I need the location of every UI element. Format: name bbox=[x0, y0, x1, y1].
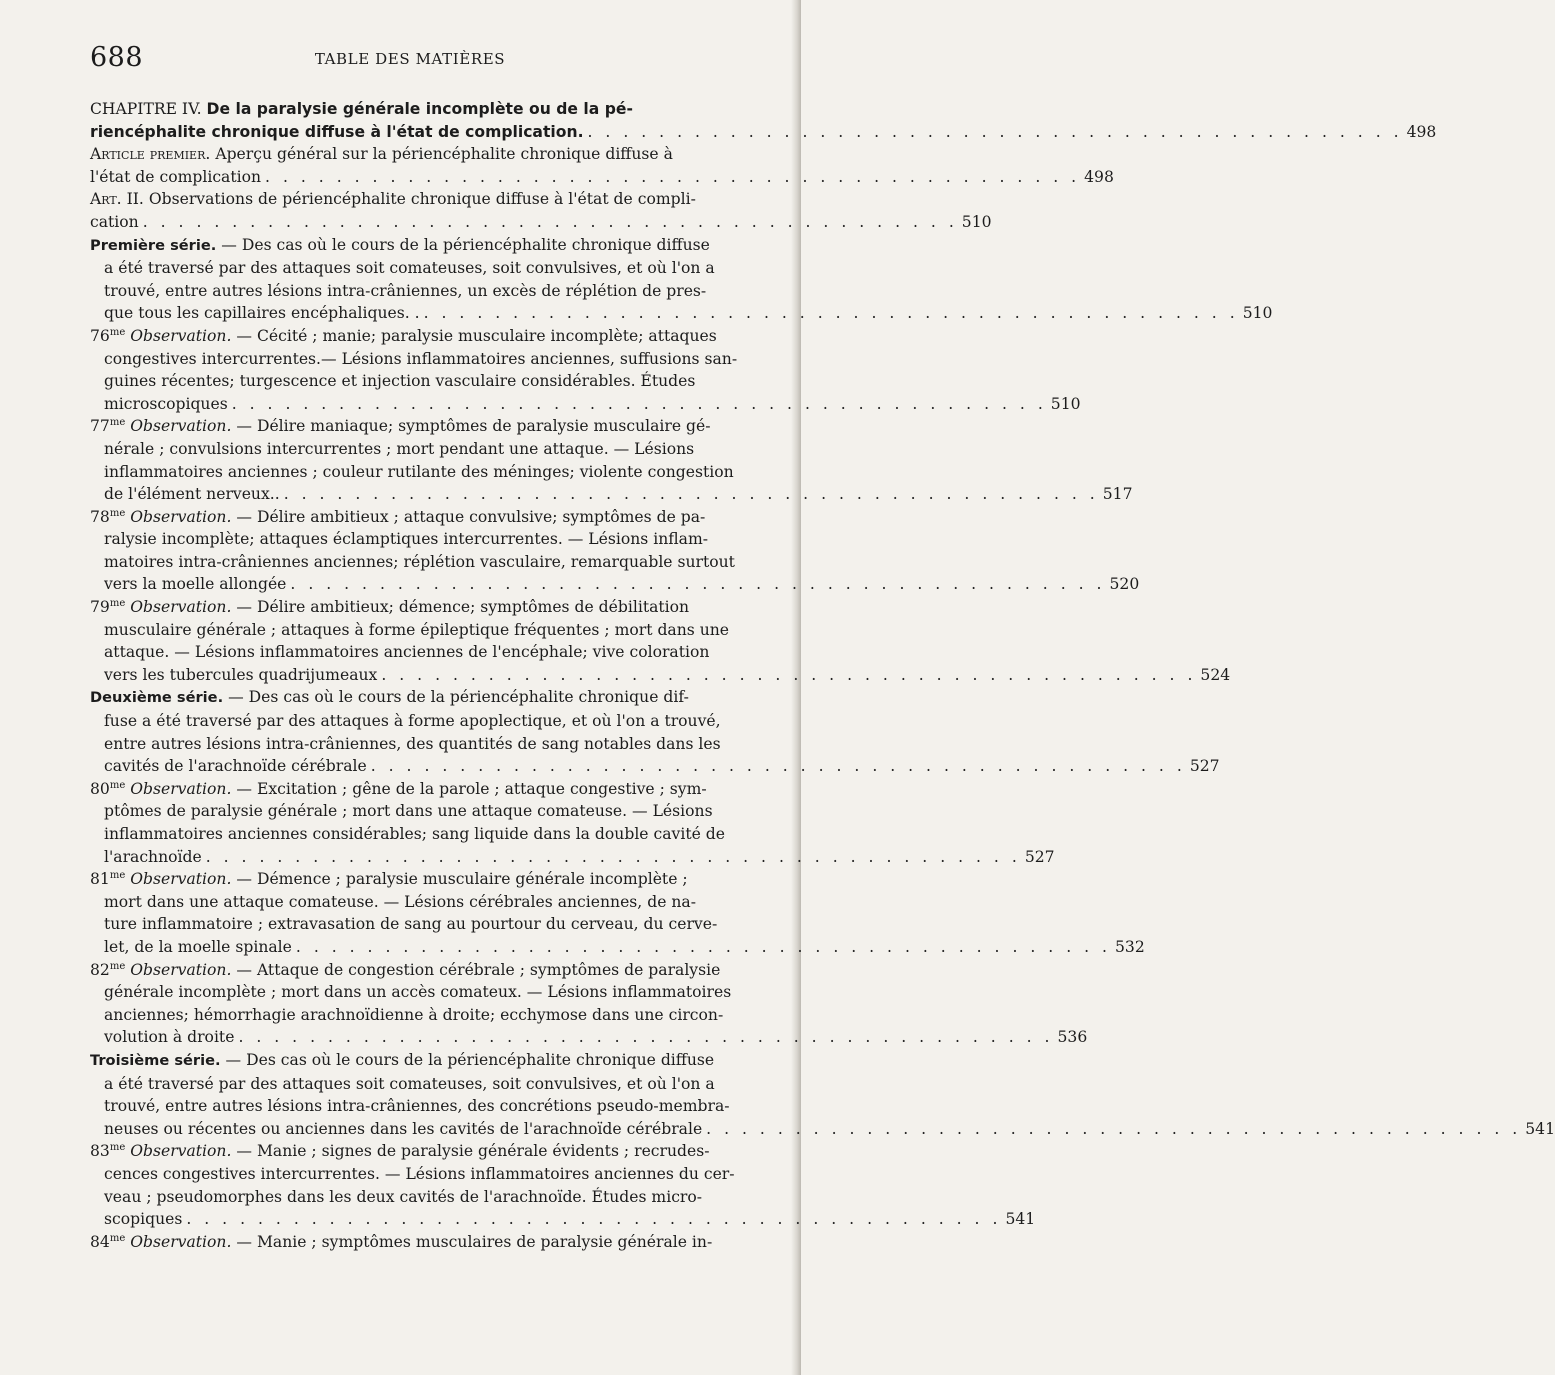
toc-observation-79 bbox=[90, 596, 1231, 686]
toc-article-2 bbox=[90, 188, 992, 233]
article-label: Article premier. bbox=[90, 145, 211, 164]
page-ref: 527 bbox=[1024, 847, 1055, 866]
entry-line: — Des cas où le cours de la périencéphalite chronique diffuse bbox=[221, 235, 710, 254]
obs-title: Observation. bbox=[130, 598, 232, 617]
obs-title: Observation. bbox=[130, 507, 232, 526]
serie-label: Première série. bbox=[90, 236, 217, 254]
entry-line: Aperçu général sur la périencéphalite chronique diffuse à bbox=[215, 145, 673, 164]
chapter-label: CHAPITRE IV. bbox=[90, 100, 202, 118]
obs-title: Observation. bbox=[130, 960, 232, 979]
entry-line: trouvé, entre autres lésions intra-crâniennes, un excès de réplétion de pres- bbox=[104, 281, 707, 300]
dot-leader: . . . . . . . . . . . . . . . . . . . . . . . . . . . . . . . . . . . . . . . . . . . . . . bbox=[290, 575, 1106, 594]
entry-line: générale incomplète ; mort dans un accès comateux. — Lésions inflammatoires bbox=[104, 983, 732, 1002]
toc-serie-3 bbox=[90, 1049, 1555, 1140]
obs-number: 78 bbox=[90, 507, 110, 526]
dot-leader: . . . . . . . . . . . . . . . . . . . . . . . . . . . . . . . . . . . . . . . . . . . . . . bbox=[423, 304, 1239, 323]
obs-number-suffix: me bbox=[109, 960, 126, 972]
entry-line: anciennes; hémorrhagie arachnoïdienne à droite; ecchymose dans une circon- bbox=[104, 1005, 724, 1024]
obs-number-suffix: me bbox=[109, 870, 126, 881]
toc-observation-80 bbox=[90, 778, 1055, 868]
serie-label: Deuxième série. bbox=[90, 689, 224, 707]
obs-number: 80 bbox=[90, 779, 110, 798]
entry-line: vers la moelle allongée bbox=[104, 575, 287, 594]
entry-line: volution à droite bbox=[104, 1028, 235, 1047]
obs-number-suffix: me bbox=[109, 1232, 126, 1244]
page-ref: 532 bbox=[1114, 937, 1145, 956]
entry-line: fuse a été traversé par des attaques à forme apoplectique, et où l'on a trouvé, bbox=[104, 712, 721, 731]
toc-observation-83 bbox=[90, 1140, 1036, 1230]
entry-line: — Démence ; paralysie musculaire générale incomplète ; bbox=[236, 870, 688, 889]
dot-leader: . . . . . . . . . . . . . . . . . . . . . . . . . . . . . . . . . . . . . . . . . . . . . . bbox=[186, 1210, 1002, 1229]
page-ref: 541 bbox=[1005, 1210, 1036, 1229]
dot-leader: . . . . . . . . . . . . . . . . . . . . . . . . . . . . . . . . . . . . . . . . . . . . . . bbox=[142, 212, 958, 231]
entry-line: a été traversé par des attaques soit comateuses, soit convulsives, et où l'on a bbox=[104, 1074, 715, 1093]
article-label: Art. II. bbox=[90, 190, 144, 209]
page-ref: 536 bbox=[1057, 1028, 1088, 1047]
entry-line: scopiques bbox=[104, 1210, 183, 1229]
entry-line: a été traversé par des attaques soit comateuses, soit convulsives, et où l'on a bbox=[104, 259, 715, 278]
page-ref: 517 bbox=[1102, 485, 1133, 504]
entry-line: — Manie ; signes de paralysie générale évidents ; recrudes- bbox=[236, 1142, 710, 1161]
obs-title: Observation. bbox=[130, 1142, 232, 1161]
toc-observation-82 bbox=[90, 959, 1088, 1049]
entry-line: ture inflammatoire ; extravasation de sang au pourtour du cerveau, du cerve- bbox=[104, 915, 718, 934]
dot-leader: . . . . . . . . . . . . . . . . . . . . . . . . . . . . . . . . . . . . . . . . . . . . . . bbox=[231, 394, 1047, 413]
serie-label: Troisième série. bbox=[90, 1051, 221, 1069]
page-edge bbox=[791, 0, 801, 1375]
entry-line: ralysie incomplète; attaques éclamptiques intercurrentes. — Lésions inflam- bbox=[104, 530, 709, 549]
entry-line: — Des cas où le cours de la périencéphalite chronique diffuse bbox=[225, 1050, 715, 1069]
obs-number: 76 bbox=[90, 326, 110, 345]
entry-line: cation bbox=[90, 212, 139, 231]
obs-number: 84 bbox=[90, 1232, 110, 1251]
entry-line: — Cécité ; manie; paralysie musculaire incomplète; attaques bbox=[236, 326, 717, 345]
page-number: 688 bbox=[90, 42, 144, 73]
obs-title: Observation. bbox=[130, 326, 232, 345]
entry-line: guines récentes; turgescence et injection vasculaire considérables. Études bbox=[104, 372, 696, 391]
entry-line: matoires intra-crâniennes anciennes; réplétion vasculaire, remarquable surtout bbox=[104, 552, 735, 571]
toc-observation-78 bbox=[90, 506, 1140, 596]
page-ref: 541 bbox=[1525, 1119, 1555, 1138]
entry-line: inflammatoires anciennes considérables; sang liquide dans la double cavité de bbox=[104, 825, 725, 843]
entry-line: nérale ; convulsions intercurrentes ; mort pendant une attaque. — Lésions bbox=[104, 439, 695, 458]
obs-number-suffix: me bbox=[109, 597, 126, 609]
entry-line: attaque. — Lésions inflammatoires anciennes de l'encéphale; vive coloration bbox=[104, 643, 710, 662]
page-ref: 510 bbox=[1242, 304, 1273, 323]
entry-line: entre autres lésions intra-crâniennes, des quantités de sang notables dans les bbox=[104, 734, 721, 753]
obs-number-suffix: me bbox=[109, 507, 126, 519]
obs-title: Observation. bbox=[130, 779, 232, 798]
page-header bbox=[90, 40, 730, 80]
page-ref: 527 bbox=[1189, 757, 1220, 776]
page-ref: 510 bbox=[961, 212, 992, 231]
entry-line: ptômes de paralysie générale ; mort dans une attaque comateuse. — Lésions bbox=[104, 802, 713, 821]
entry-line: congestives intercurrentes.— Lésions inflammatoires anciennes, suffusions san- bbox=[104, 349, 738, 368]
running-title: TABLE DES MATIÈRES bbox=[314, 50, 506, 68]
entry-line: inflammatoires anciennes ; couleur rutilante des méninges; violente congestion bbox=[104, 462, 734, 481]
dot-leader: . . . . . . . . . . . . . . . . . . . . . . . . . . . . . . . . . . . . . . . . . . . . . . bbox=[283, 485, 1099, 504]
entry-line: Observations de périencéphalite chronique diffuse à l'état de compli- bbox=[148, 190, 696, 209]
dot-leader: . . . . . . . . . . . . . . . . . . . . . . . . . . . . . . . . . . . . . . . . . . . . . . bbox=[205, 847, 1021, 866]
entry-line: veau ; pseudomorphes dans les deux cavités de l'arachnoïde. Études micro- bbox=[104, 1187, 703, 1206]
entry-line: neuses ou récentes ou anciennes dans les cavités de l'arachnoïde cérébrale bbox=[104, 1119, 703, 1138]
dot-leader: . . . . . . . . . . . . . . . . . . . . . . . . . . . . . . . . . . . . . . . . . . . . . . bbox=[238, 1028, 1054, 1047]
obs-number-suffix: me bbox=[109, 1142, 126, 1154]
page-ref: 498 bbox=[1406, 122, 1437, 141]
entry-line: — Des cas où le cours de la périencéphalite chronique dif- bbox=[228, 688, 689, 707]
dot-leader: . . . . . . . . . . . . . . . . . . . . . . . . . . . . . . . . . . . . . . . . . . . . . . bbox=[265, 167, 1081, 186]
dot-leader: . . . . . . . . . . . . . . . . . . . . . . . . . . . . . . . . . . . . . . . . . . . . . . bbox=[295, 937, 1111, 956]
entry-line: let, de la moelle spinale bbox=[104, 937, 292, 956]
entry-line: — Délire maniaque; symptômes de paralysie musculaire gé- bbox=[236, 417, 711, 436]
entry-line: vers les tubercules quadrijumeaux bbox=[104, 665, 378, 684]
entry-line: — Délire ambitieux; démence; symptômes de débilitation bbox=[236, 598, 690, 617]
chapter-title-line2: riencéphalite chronique diffuse à l'état de complication. bbox=[90, 122, 584, 141]
entry-line: mort dans une attaque comateuse. — Lésions cérébrales anciennes, de na- bbox=[104, 892, 696, 911]
page-ref: 498 bbox=[1084, 167, 1114, 186]
table-of-contents bbox=[90, 98, 1555, 1253]
obs-title: Observation. bbox=[130, 417, 232, 436]
entry-line: trouvé, entre autres lésions intra-crâniennes, des concrétions pseudo-membra- bbox=[104, 1097, 730, 1116]
toc-chapter-4 bbox=[90, 98, 1437, 143]
obs-number: 82 bbox=[90, 960, 110, 979]
obs-title: Observation. bbox=[130, 870, 232, 889]
page-ref: 520 bbox=[1109, 575, 1140, 594]
entry-line: — Attaque de congestion cérébrale ; symptômes de paralysie bbox=[236, 960, 721, 979]
entry-line: cences congestives intercurrentes. — Lésions inflammatoires anciennes du cer- bbox=[104, 1164, 735, 1183]
entry-line: que tous les capillaires encéphaliques. . bbox=[104, 304, 420, 323]
entry-line: l'arachnoïde bbox=[104, 847, 202, 866]
page-ref: 524 bbox=[1200, 665, 1231, 684]
toc-observation-84 bbox=[90, 1231, 790, 1254]
chapter-title-line1: De la paralysie générale incomplète ou de la pé- bbox=[206, 100, 633, 118]
obs-number-suffix: me bbox=[109, 417, 126, 429]
obs-number-suffix: me bbox=[109, 326, 126, 338]
toc-observation-76 bbox=[90, 325, 1081, 415]
toc-observation-81 bbox=[90, 868, 1145, 958]
dot-leader: . . . . . . . . . . . . . . . . . . . . . . . . . . . . . . . . . . . . . . . . . . . . . . bbox=[370, 757, 1186, 776]
entry-line: — Manie ; symptômes musculaires de paralysie générale in- bbox=[236, 1232, 713, 1251]
entry-line: — Excitation ; gêne de la parole ; attaque congestive ; sym- bbox=[236, 779, 707, 798]
toc-serie-2 bbox=[90, 686, 1220, 777]
toc-serie-1 bbox=[90, 234, 1273, 325]
obs-number: 79 bbox=[90, 598, 110, 617]
entry-line: musculaire générale ; attaques à forme épileptique fréquentes ; mort dans une bbox=[104, 620, 730, 639]
toc-article-1 bbox=[90, 143, 1114, 188]
dot-leader: . . . . . . . . . . . . . . . . . . . . . . . . . . . . . . . . . . . . . . . . . . . . . . bbox=[706, 1119, 1522, 1138]
obs-title: Observation. bbox=[130, 1232, 232, 1251]
entry-line: microscopiques bbox=[104, 394, 228, 413]
entry-line: cavités de l'arachnoïde cérébrale bbox=[104, 757, 367, 776]
dot-leader: . . . . . . . . . . . . . . . . . . . . . . . . . . . . . . . . . . . . . . . . . . . . . . bbox=[381, 665, 1197, 684]
toc-observation-77 bbox=[90, 415, 1133, 505]
entry-line: de l'élément nerveux.. bbox=[104, 485, 280, 504]
entry-line: — Délire ambitieux ; attaque convulsive; symptômes de pa- bbox=[236, 507, 706, 526]
obs-number: 81 bbox=[90, 870, 110, 889]
page-ref: 510 bbox=[1050, 394, 1081, 413]
obs-number: 83 bbox=[90, 1142, 110, 1161]
obs-number-suffix: me bbox=[109, 779, 126, 791]
dot-leader: . . . . . . . . . . . . . . . . . . . . . . . . . . . . . . . . . . . . . . . . . . . . . . bbox=[587, 122, 1403, 141]
obs-number: 77 bbox=[90, 417, 110, 436]
entry-line: l'état de complication bbox=[90, 167, 262, 186]
